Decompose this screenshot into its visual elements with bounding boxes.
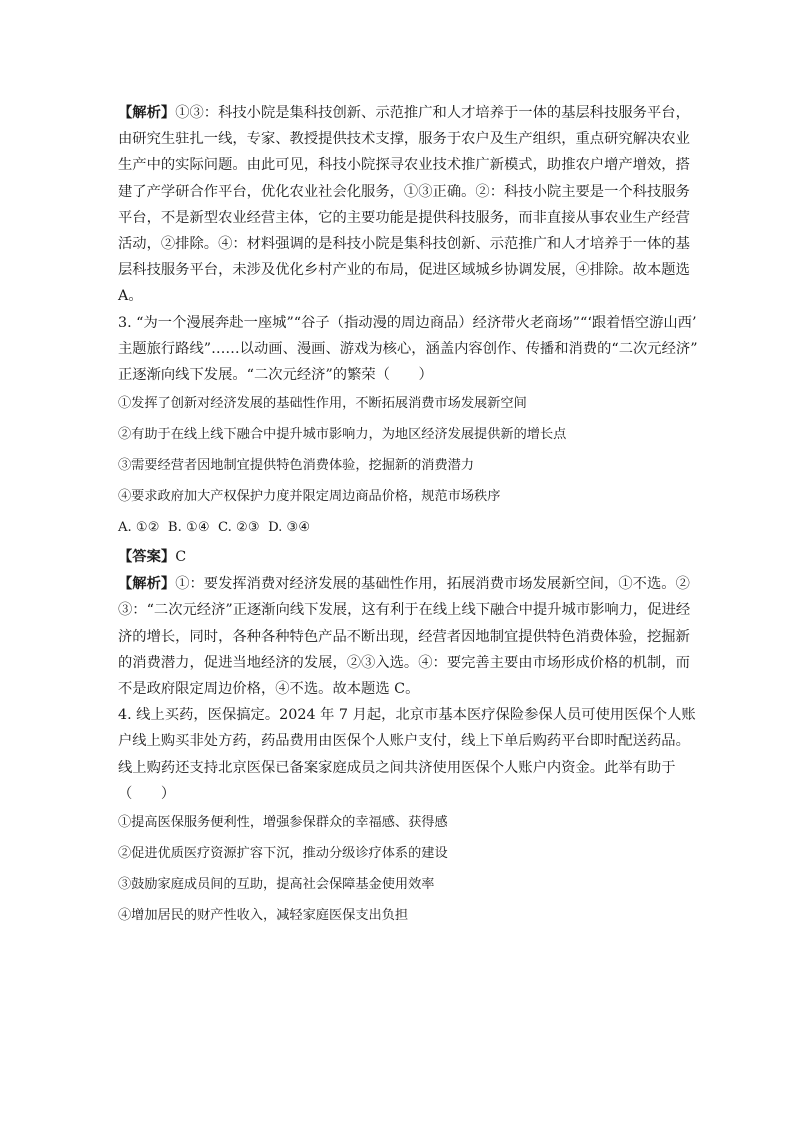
analysis-line: ③：“二次元经济”正逐渐向线下发展，这有利于在线上线下融合中提升城市影响力，促进经	[118, 602, 691, 619]
analysis-block-q2	[118, 100, 704, 310]
analysis-line: 生产中的实际问题。由此可见，科技小院探寻农业技术推广新模式，助推农户增产增效，搭	[118, 157, 690, 174]
analysis-line: 建了产学研合作平台，优化农业社会化服务，①③正确。②：科技小院主要是一个科技服务	[118, 183, 690, 200]
analysis-line: 不是政府限定周边价格，④不选。故本题选 C。	[118, 681, 420, 698]
analysis-line: 层科技服务平台，未涉及优化乡村产业的布局，促进区域城乡协调发展，④排除。故本题选	[118, 262, 690, 279]
statement-option: ①发挥了创新对经济发展的基础性作用，不断拓展消费市场发展新空间	[118, 396, 527, 412]
analysis-line: A。	[118, 288, 143, 305]
answer-label: 【答案】	[118, 549, 176, 566]
question-stem-line: 户线上购买非处方药，药品费用由医保个人账户支付，线上下单后购药平台即时配送药品。	[118, 733, 690, 750]
analysis-label: 【解析】	[118, 576, 176, 593]
question-stem-line: 4. 线上买药，医保搞定。2024 年 7 月起，北京市基本医疗保险参保人员可使用医保个人账	[118, 707, 696, 724]
document-page	[118, 100, 704, 931]
statement-option: ④要求政府加大产权保护力度并限定周边商品价格，规范市场秩序	[118, 489, 501, 505]
statement-option: ②促进优质医疗资源扩容下沉，推动分级诊疗体系的建设	[118, 846, 448, 862]
answer-value: C	[175, 549, 187, 566]
statement-option: ③鼓励家庭成员间的互助，提高社会保障基金使用效率	[118, 877, 435, 893]
question-4	[118, 702, 704, 931]
statement-option: ③需要经营者因地制宜提供特色消费体验，挖掘新的消费潜力	[118, 458, 475, 474]
analysis-line: 平台，不是新型农业经营主体，它的主要功能是提供科技服务，而非直接从事农业生产经营	[118, 209, 690, 226]
answer-line	[118, 543, 704, 571]
question-stem-line: 正逐渐向线下发展。“二次元经济”的繁荣（ ）	[118, 367, 433, 384]
analysis-line: 【解析】①：要发挥消费对经济发展的基础性作用，拓展消费市场发展新空间，①不选。②	[118, 576, 690, 593]
question-stem-line: 主题旅行路线”……以动画、漫画、游戏为核心，涵盖内容创作、传播和消费的“二次元经济”	[118, 340, 698, 357]
analysis-label: 【解析】	[118, 105, 176, 121]
analysis-line: 活动，②排除。④：材料强调的是科技小院是集科技创新、示范推广和人才培养于一体的基	[118, 236, 690, 253]
statement-option: ②有助于在线上线下融合中提升城市影响力，为地区经济发展提供新的增长点	[118, 427, 567, 443]
analysis-line: 济的增长，同时，各种各种特色产品不断出现，经营者因地制宜提供特色消费体验，挖掘新	[118, 628, 690, 645]
question-stem-line: 3. “为一个漫展奔赴一座城”“谷子（指动漫的周边商品）经济带火老商场”“‘跟着悟空游山西’	[118, 314, 697, 331]
analysis-line: 由研究生驻扎一线，专家、教授提供技术支撑，服务于农户及生产组织，重点研究解决农业	[118, 131, 690, 148]
question-stem-line: 线上购药还支持北京医保已备案家庭成员之间共济使用医保个人账户内资金。此举有助于	[118, 759, 676, 776]
analysis-line: 【解析】①③：科技小院是集科技创新、示范推广和人才培养于一体的基层科技服务平台，	[118, 105, 690, 121]
answer-choices: A. ①② B. ①④ C. ②③ D. ③④	[118, 520, 311, 536]
question-3	[118, 310, 704, 703]
statement-option: ①提高医保服务便利性，增强参保群众的幸福感、获得感	[118, 815, 448, 831]
analysis-line: 的消费潜力，促进当地经济的发展，②③入选。④：要完善主要由市场形成价格的机制，而	[118, 654, 690, 671]
statement-option: ④增加居民的财产性收入，减轻家庭医保支出负担	[118, 908, 409, 924]
question-stem-line: （ ）	[118, 785, 176, 802]
